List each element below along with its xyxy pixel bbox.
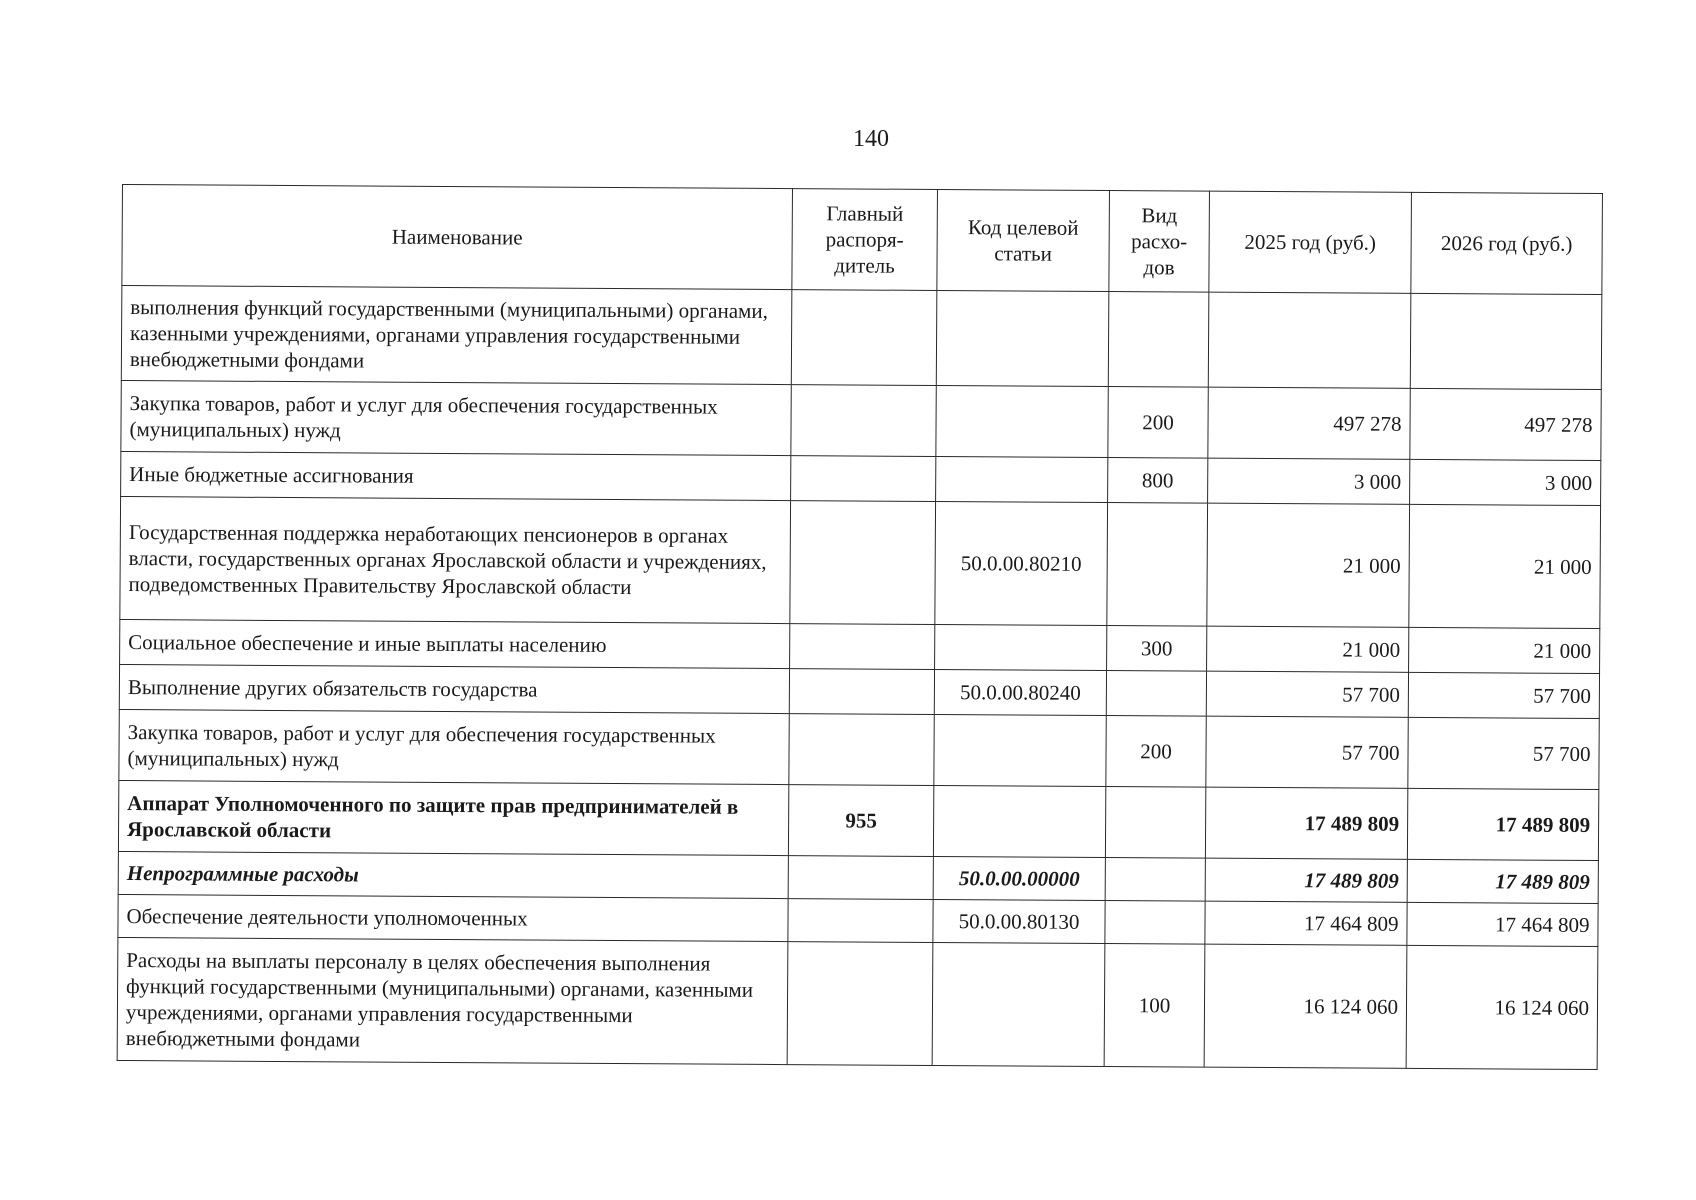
row-target-code [936, 385, 1108, 457]
row-expense-type: 200 [1108, 387, 1208, 459]
row-target-code: 50.0.00.80240 [934, 669, 1106, 715]
row-amount-2026: 57 700 [1408, 717, 1599, 789]
header-year-2026: 2026 год (руб.) [1411, 192, 1603, 294]
table-row [121, 286, 1602, 390]
header-expense-type: Вид расхо-дов [1109, 191, 1210, 293]
row-name: Закупка товаров, работ и услуг для обеспечения государственных (муниципальных) нужд [119, 709, 789, 784]
row-amount-2026: 16 124 060 [1406, 945, 1598, 1069]
row-manager [789, 714, 934, 786]
row-amount-2025: 17 464 809 [1205, 901, 1407, 945]
row-manager [788, 899, 933, 943]
row-expense-type [1105, 787, 1205, 859]
row-target-code [932, 942, 1105, 1066]
row-manager [789, 669, 934, 715]
row-amount-2026: 21 000 [1409, 504, 1601, 628]
row-target-code [934, 714, 1106, 786]
table-row [121, 380, 1601, 460]
row-amount-2025: 57 700 [1206, 716, 1408, 788]
row-target-code [936, 456, 1108, 502]
row-name: Обеспечение деятельности уполномоченных [118, 894, 788, 941]
row-amount-2026: 17 489 809 [1407, 859, 1598, 903]
row-name: выполнения функций государственными (муниципальными) органами, казенными учреждениями, органами управления государственными внебюджетными фондами [121, 286, 792, 385]
row-manager [791, 290, 937, 386]
row-expense-type [1106, 671, 1206, 717]
row-target-code: 50.0.00.80210 [935, 501, 1108, 625]
header-year-2025: 2025 год (руб.) [1209, 191, 1412, 293]
row-name: Иные бюджетные ассигнования [121, 451, 791, 500]
row-amount-2026 [1410, 293, 1602, 389]
row-manager [791, 385, 936, 457]
row-manager: 955 [788, 785, 933, 857]
table-row [119, 709, 1599, 789]
row-name: Закупка товаров, работ и услуг для обеспечения государственных (муниципальных) нужд [121, 380, 791, 455]
budget-table-wrapper [117, 184, 1602, 1070]
row-name: Государственная поддержка неработающих пенсионеров в органах власти, государственных органах Ярославской области и учреждениях, подведомственных Правительству Ярославской области [120, 496, 791, 623]
row-expense-type [1105, 858, 1205, 902]
row-target-code [935, 624, 1107, 670]
row-amount-2025: 3 000 [1208, 458, 1410, 504]
row-target-code: 50.0.00.00000 [933, 856, 1105, 900]
budget-table [117, 184, 1603, 1070]
row-amount-2025: 17 489 809 [1205, 787, 1407, 859]
header-manager: Главный распоря-дитель [792, 189, 938, 291]
row-amount-2026: 3 000 [1410, 459, 1601, 505]
table-row [120, 496, 1601, 628]
row-amount-2025: 16 124 060 [1204, 944, 1407, 1068]
row-amount-2025: 17 489 809 [1205, 858, 1407, 902]
row-amount-2025: 21 000 [1207, 503, 1410, 627]
row-amount-2025: 497 278 [1208, 387, 1410, 459]
row-amount-2026: 497 278 [1410, 388, 1601, 460]
row-target-code: 50.0.00.80130 [933, 899, 1105, 943]
row-manager [790, 624, 935, 670]
row-amount-2026: 17 489 809 [1407, 788, 1598, 860]
row-manager [791, 456, 936, 502]
row-amount-2025: 21 000 [1207, 626, 1409, 672]
row-amount-2025 [1208, 292, 1411, 388]
header-name: Наименование [122, 185, 793, 290]
row-target-code [933, 785, 1105, 857]
row-expense-type: 200 [1106, 716, 1206, 788]
table-header-row [122, 185, 1603, 295]
row-name: Выполнение других обязательств государства [119, 664, 789, 713]
row-amount-2026: 57 700 [1408, 672, 1599, 718]
row-expense-type [1108, 292, 1209, 388]
row-manager [787, 942, 933, 1066]
row-expense-type: 300 [1107, 626, 1207, 672]
row-name: Расходы на выплаты персоналу в целях обеспечения выполнения функций государственными (муниципальными) органами, казенными учреждениями, органами управления государственными внебюджетными фондами [117, 937, 788, 1064]
row-amount-2026: 17 464 809 [1407, 902, 1598, 946]
row-target-code [936, 290, 1109, 386]
row-expense-type: 100 [1104, 944, 1205, 1068]
row-expense-type [1105, 901, 1205, 945]
row-amount-2026: 21 000 [1409, 627, 1600, 673]
row-name: Социальное обеспечение и иные выплаты населению [120, 619, 790, 668]
row-name: Аппарат Уполномоченного по защите прав предпринимателей в Ярославской области [118, 780, 788, 855]
table-row [118, 780, 1598, 860]
row-expense-type: 800 [1108, 458, 1208, 504]
row-amount-2025: 57 700 [1206, 671, 1408, 717]
row-manager [790, 501, 936, 625]
row-expense-type [1107, 503, 1208, 627]
page-number: 140 [853, 126, 889, 152]
table-row [117, 937, 1598, 1069]
header-target-code: Код целевой статьи [937, 189, 1110, 291]
row-manager [788, 856, 933, 900]
row-name: Непрограммные расходы [118, 851, 788, 898]
